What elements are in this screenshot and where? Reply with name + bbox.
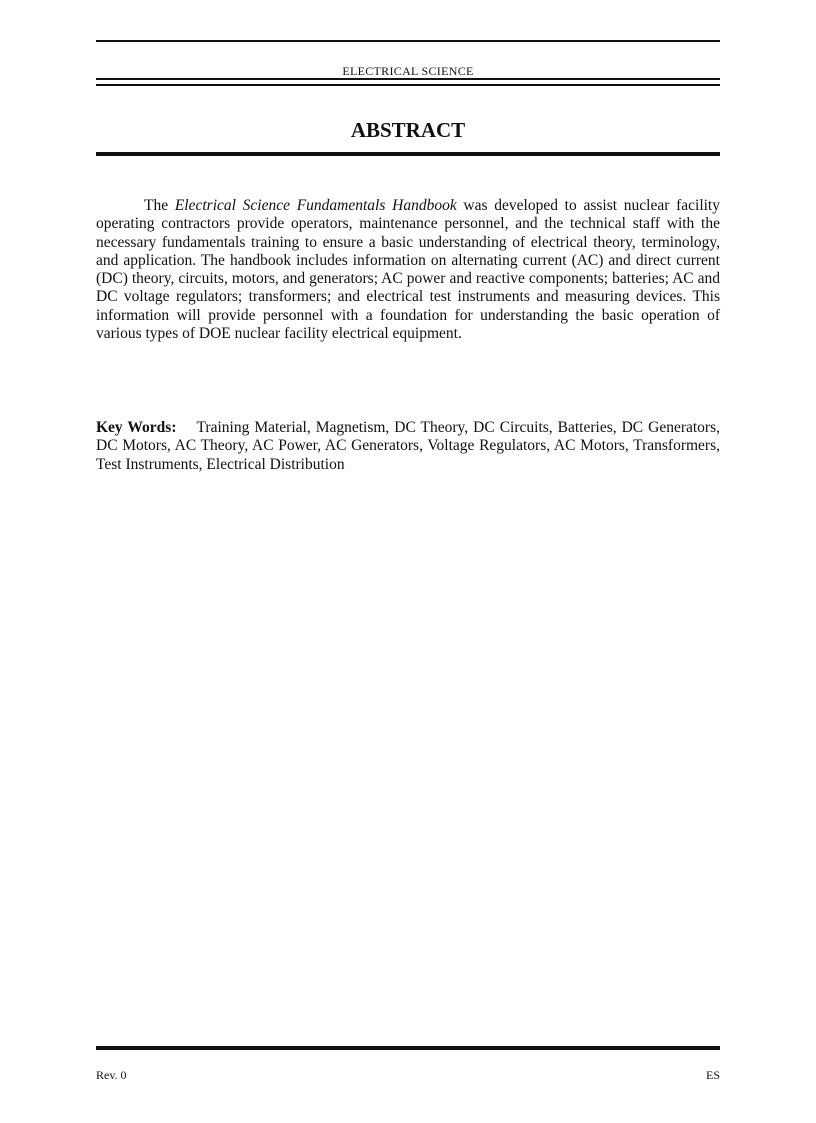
running-header: ELECTRICAL SCIENCE <box>342 64 474 78</box>
abstract-lead: The <box>144 197 175 214</box>
abstract-paragraph <box>96 197 720 343</box>
page-title: ABSTRACT <box>350 118 466 142</box>
footer-code: ES <box>705 1068 720 1082</box>
keywords-label: Key Words: <box>96 419 177 436</box>
header-rule-upper <box>96 78 720 80</box>
keywords-paragraph <box>96 419 720 474</box>
footer-rule <box>96 1046 720 1050</box>
top-rule <box>96 40 720 42</box>
title-rule <box>96 152 720 156</box>
handbook-name: Electrical Science Fundamentals Handbook <box>174 197 457 214</box>
keywords-text: Training Material, Magnetism, DC Theory, DC Circuits, Batteries, DC Generators, DC Motors, AC Theory, AC Power, AC Generators, Voltage Regulators, AC Motors, Transformers, Test Instruments, Electrical Distribution <box>96 419 720 473</box>
abstract-body: was developed to assist nuclear facility operating contractors provide operators, maintenance personnel, and the technical staff with the necessary fundamentals training to ensure a basic understanding of electrical theory, terminology, and application. The handbook includes information on alternating current (AC) and direct current (DC) theory, circuits, motors, and generators; AC power and reactive components; batteries; AC and DC voltage regulators; transformers; and electrical test instruments and measuring devices. This information will provide personnel with a foundation for understanding the basic operation of various types of DOE nuclear facility electrical equipment. <box>96 197 720 343</box>
header-rule-lower <box>96 84 720 86</box>
footer-revision: Rev. 0 <box>96 1068 127 1082</box>
